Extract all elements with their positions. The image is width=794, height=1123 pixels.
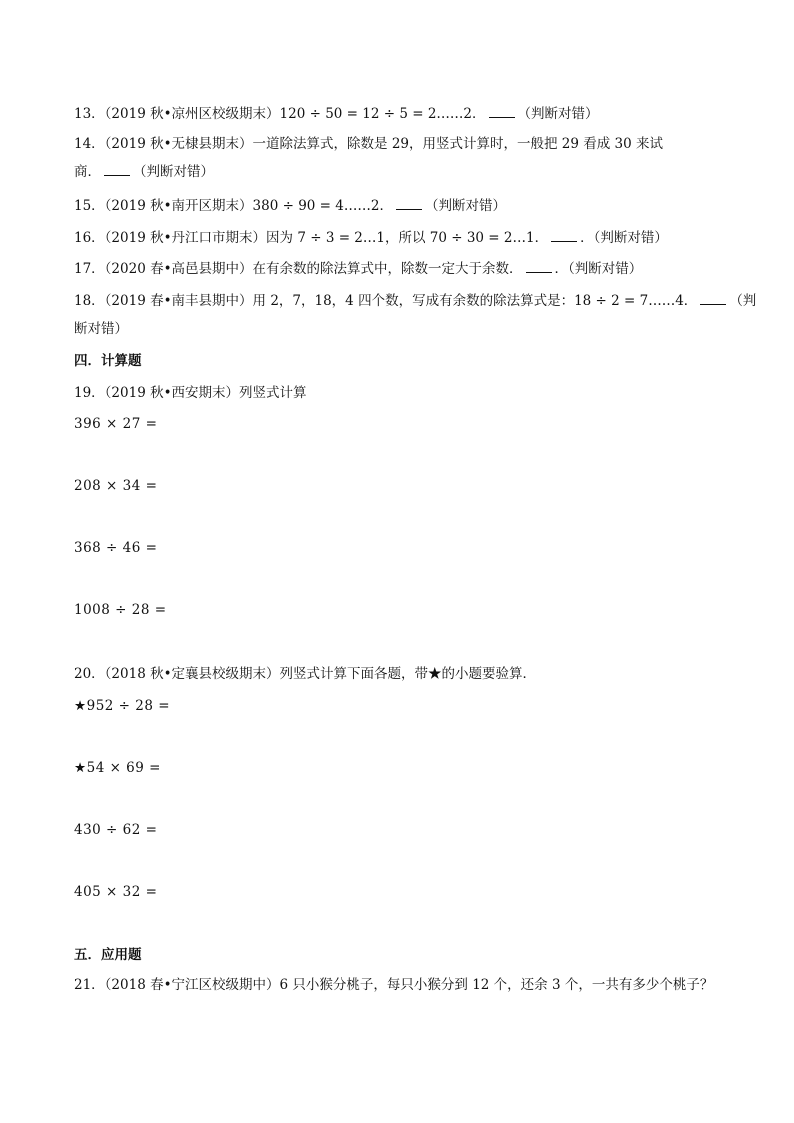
question-17-suffix: ．（判断对错）: [554, 261, 643, 277]
question-15-suffix: （判断对错）: [424, 198, 506, 214]
question-20-title: 20．（2018 秋•定襄县校级期末）列竖式计算下面各题，带★的小题要验算．: [74, 666, 537, 682]
question-14-cont: 商．: [74, 164, 101, 180]
calc-item-19-1: 396 × 27 =: [74, 416, 158, 432]
section-heading-calc: 四．计算题: [74, 353, 142, 369]
question-14-text: 14．（2019 秋•无棣县期末）一道除法算式，除数是 29，用竖式计算时，一般把 29 看成 30 来试: [74, 136, 664, 152]
question-18-cont: 断对错）: [74, 321, 128, 337]
calc-item-20-1: ★952 ÷ 28 =: [74, 698, 171, 714]
section-heading-apply: 五．应用题: [74, 947, 142, 963]
question-18-line-1: [74, 291, 756, 311]
calc-item-20-3: 430 ÷ 62 =: [74, 822, 158, 838]
question-16: [74, 228, 668, 248]
question-16-text: 16．（2019 秋•丹江口市期末）因为 7 ÷ 3 = 2…1，所以 70 ÷ 30 = 2…1．: [74, 230, 549, 246]
calc-item-19-2: 208 × 34 =: [74, 478, 158, 494]
question-13-text: 13．（2019 秋•凉州区校级期末）120 ÷ 50 = 12 ÷ 5 = 2……2．: [74, 106, 486, 122]
question-14-suffix: （判断对错）: [133, 164, 214, 180]
calc-item-19-4: 1008 ÷ 28 =: [74, 602, 167, 618]
question-19-title: 19．（2019 秋•西安期末）列竖式计算: [74, 385, 307, 401]
question-13-suffix: （判断对错）: [517, 106, 599, 122]
answer-blank-14[interactable]: [104, 163, 130, 176]
question-16-suffix: ．（判断对错）: [580, 230, 668, 246]
question-13: [74, 104, 599, 124]
question-21: 21．（2018 春•宁江区校级期中）6 只小猴分桃子，每只小猴分到 12 个，还余 3 个，一共有多少个桃子？: [74, 977, 714, 993]
question-18-text: 18．（2019 春•南丰县期中）用 2，7，18，4 四个数，写成有余数的除法算式是：18 ÷ 2 = 7……4．: [74, 293, 698, 309]
question-14-line-1: [74, 134, 663, 154]
calc-item-20-2: ★54 × 69 =: [74, 760, 161, 776]
answer-blank-17[interactable]: [526, 260, 552, 273]
question-18-line-2: [74, 319, 128, 339]
answer-blank-16[interactable]: [551, 229, 577, 242]
calc-item-20-4: 405 × 32 =: [74, 884, 158, 900]
question-18-suffix: （判: [729, 293, 757, 309]
answer-blank-13[interactable]: [489, 105, 515, 118]
answer-blank-18[interactable]: [700, 292, 726, 305]
question-17: [74, 259, 642, 279]
answer-blank-15[interactable]: [396, 197, 422, 210]
question-15-text: 15．（2019 秋•南开区期末）380 ÷ 90 = 4……2．: [74, 198, 393, 214]
question-17-text: 17．（2020 春•高邑县期中）在有余数的除法算式中，除数一定大于余数．: [74, 261, 523, 277]
question-14-line-2: [74, 162, 214, 182]
calc-item-19-3: 368 ÷ 46 =: [74, 540, 158, 556]
question-15: [74, 196, 506, 216]
